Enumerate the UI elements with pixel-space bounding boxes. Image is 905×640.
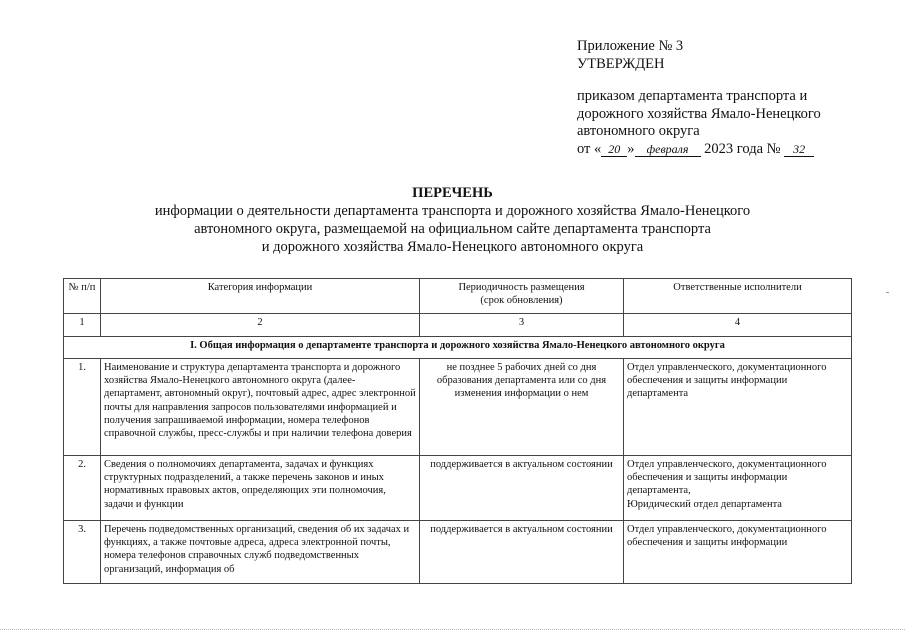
row-period: не позднее 5 рабочих дней со дня образования департамента или со дня изменения информации о нем <box>420 359 624 456</box>
row-category: Перечень подведомственных организаций, сведения об их задачах и функциях, а также почтовые адреса, адреса электронной почты, номера телефонов справочных служб подведомственных организаций, информация об <box>101 521 420 584</box>
row-number: 3. <box>64 521 101 584</box>
header-category: Категория информации <box>101 279 420 314</box>
header-period: Периодичность размещения (срок обновления) <box>420 279 624 314</box>
row-responsible: Отдел управленческого, документационного обеспечения и защиты информации департамента <box>624 359 852 456</box>
header-num: № п/п <box>64 279 101 314</box>
row-period: поддерживается в актуальном состоянии <box>420 456 624 521</box>
order-line-1: приказом департамента транспорта и <box>577 88 808 104</box>
order-date-line <box>577 141 877 159</box>
approved-label: УТВЕРЖДЕН <box>577 55 665 72</box>
appendix-label: Приложение № 3 <box>577 38 684 54</box>
row-responsible: Отдел управленческого, документационного обеспечения и защиты информации <box>624 521 852 584</box>
row-number: 2. <box>64 456 101 521</box>
date-prefix: от « <box>577 140 602 157</box>
column-number: 2 <box>101 314 420 337</box>
column-number: 1 <box>64 314 101 337</box>
page-edge-rule <box>0 629 905 631</box>
row-period: поддерживается в актуальном состоянии <box>420 521 624 584</box>
title-line-2: автономного округа, размещаемой на официальном сайте департамента транспорта <box>194 221 711 237</box>
row-number: 1. <box>64 359 101 456</box>
date-day: 20 <box>601 142 627 157</box>
header-responsible: Ответственные исполнители <box>624 279 852 314</box>
column-number: 4 <box>624 314 852 337</box>
row-responsible: Отдел управленческого, документационного обеспечения и защиты информации департамента, Юридический отдел департамента <box>624 456 852 521</box>
date-month: февраля <box>635 142 701 157</box>
date-year: 2023 года № <box>704 140 781 157</box>
doc-number: 32 <box>784 142 814 157</box>
scan-artifact <box>886 292 889 293</box>
section-row <box>64 337 852 359</box>
title-line-3: и дорожного хозяйства Ямало-Ненецкого автономного округа <box>261 239 644 255</box>
order-line-2: дорожного хозяйства Ямало-Ненецкого <box>577 105 821 122</box>
title-main: ПЕРЕЧЕНЬ <box>412 185 493 201</box>
table-row <box>64 456 852 521</box>
title-line-1: информации о деятельности департамента транспорта и дорожного хозяйства Ямало-Ненецкого <box>154 203 751 219</box>
order-line-3: автономного округа <box>577 123 700 139</box>
spacer <box>577 73 877 88</box>
table-row <box>64 359 852 456</box>
date-mid: » <box>627 140 635 157</box>
row-category: Сведения о полномочиях департамента, задачах и функциях структурных подразделений, а также перечень законов и иных нормативных правовых актов, определяющих эти полномочия, задачи и функции <box>101 456 420 521</box>
column-number: 3 <box>420 314 624 337</box>
table-header-row <box>64 279 852 314</box>
column-number-row <box>64 314 852 337</box>
information-table <box>63 278 852 584</box>
section-title: I. Общая информация о департаменте транспорта и дорожного хозяйства Ямало-Ненецкого автономного округа <box>64 337 852 359</box>
document-title <box>0 184 905 256</box>
row-category: Наименование и структура департамента транспорта и дорожного хозяйства Ямало-Ненецкого автономного округа (далее- департамент, автономный округ), почтовый адрес, адрес электронной почты для направления запросов пользователями информацией и получения запрашиваемой информации, номера телефонов справочной службы, пресс-службы и при наличии телефона доверия <box>101 359 420 456</box>
approval-block <box>577 38 877 158</box>
table-row <box>64 521 852 584</box>
